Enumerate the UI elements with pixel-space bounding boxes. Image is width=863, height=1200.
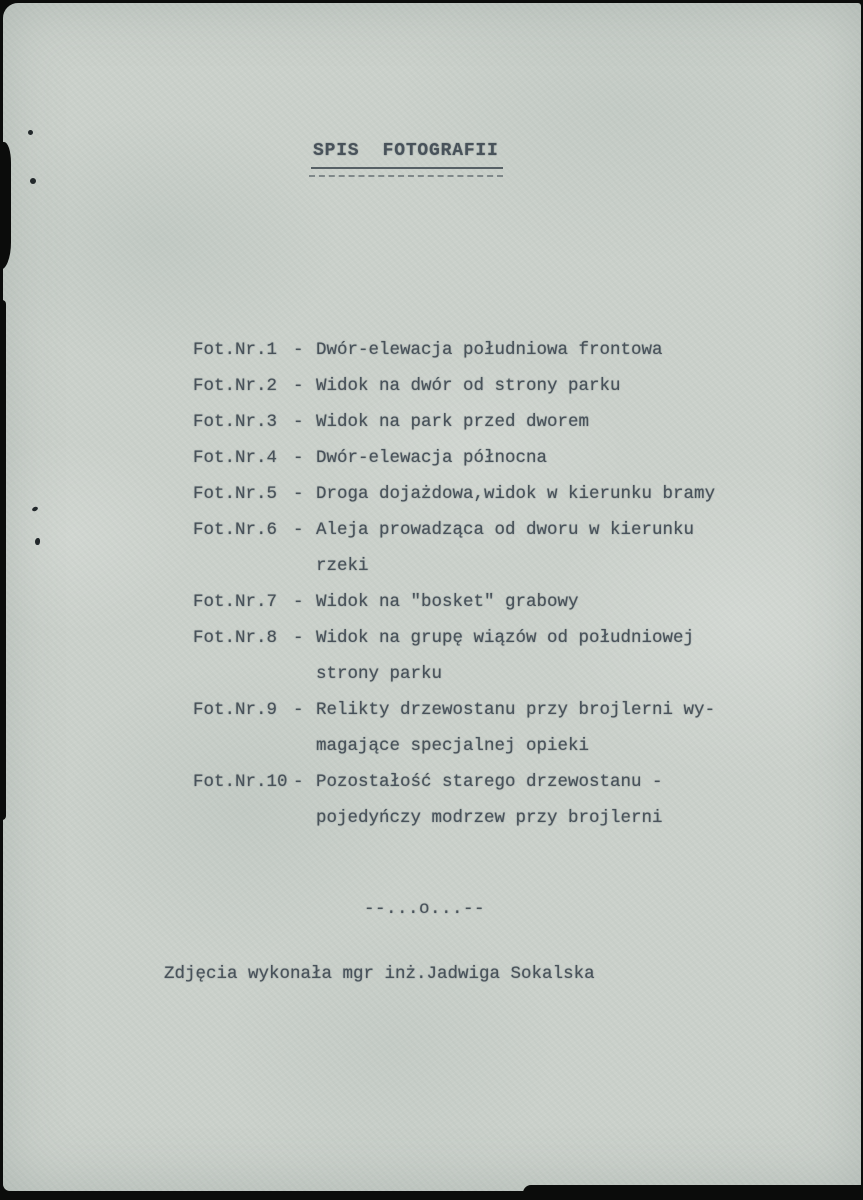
entry-desc-line: Pozostałość starego drzewostanu - <box>316 772 663 792</box>
photo-list-entry <box>193 440 753 476</box>
photo-list <box>193 332 753 836</box>
entry-desc-line: Droga dojażdowa,widok w kierunku bramy <box>316 484 716 504</box>
ink-speck <box>35 538 40 545</box>
scanned-page <box>3 3 861 1191</box>
entry-dash: - <box>293 340 304 360</box>
entry-label: Fot.Nr.10 <box>193 772 288 792</box>
photo-list-entry <box>193 584 753 620</box>
entry-label: Fot.Nr.7 <box>193 592 278 612</box>
scan-edge-left-blob <box>0 142 11 270</box>
entry-desc-line: Widok na grupę wiązów od południowej <box>316 628 695 648</box>
entry-dash: - <box>293 448 304 468</box>
photo-list-entry <box>193 476 753 512</box>
entry-desc <box>316 620 753 692</box>
entry-label: Fot.Nr.3 <box>193 412 278 432</box>
entry-dash: - <box>293 700 304 720</box>
photo-list-entry <box>193 764 753 836</box>
entry-dash: - <box>293 628 304 648</box>
photo-list-entry <box>193 692 753 764</box>
entry-label: Fot.Nr.8 <box>193 628 278 648</box>
ink-speck <box>30 178 36 184</box>
entry-label: Fot.Nr.9 <box>193 700 278 720</box>
entry-desc-line: Widok na dwór od strony parku <box>316 376 621 396</box>
photo-list-entry <box>193 620 753 692</box>
photo-list-entry <box>193 404 753 440</box>
entry-desc-line: Dwór-elewacja południowa frontowa <box>316 340 663 360</box>
ink-speck <box>28 130 33 135</box>
entry-dash: - <box>293 592 304 612</box>
entry-dash: - <box>293 484 304 504</box>
scan-edge-bottom-right <box>523 1185 863 1200</box>
entry-desc-line: Dwór-elewacja północna <box>316 448 548 468</box>
entry-desc-line: Widok na "bosket" grabowy <box>316 592 579 612</box>
entry-desc <box>316 332 753 368</box>
entry-desc <box>316 404 753 440</box>
entry-desc <box>316 692 753 764</box>
entry-desc-line: rzeki <box>316 556 369 576</box>
entry-label: Fot.Nr.1 <box>193 340 278 360</box>
photo-list-entry <box>193 512 753 584</box>
entry-dash: - <box>293 412 304 432</box>
entry-desc-line: Aleja prowadząca od dworu w kierunku <box>316 520 695 540</box>
entry-desc-line: magające specjalnej opieki <box>316 736 590 756</box>
entry-desc <box>316 584 753 620</box>
entry-dash: - <box>293 772 304 792</box>
title-underline <box>309 175 503 177</box>
entry-desc <box>316 512 753 584</box>
entry-desc <box>316 440 753 476</box>
entry-label: Fot.Nr.4 <box>193 448 278 468</box>
photo-list-entry <box>193 332 753 368</box>
photographer-credit: Zdjęcia wykonała mgr inż.Jadwiga Sokalska <box>164 964 595 984</box>
entry-dash: - <box>293 520 304 540</box>
photo-list-entry <box>193 368 753 404</box>
entry-desc <box>316 368 753 404</box>
page-title: SPIS FOTOGRAFII <box>311 141 503 169</box>
section-divider: --...o...-- <box>364 899 486 919</box>
entry-desc-line: Widok na park przed dworem <box>316 412 590 432</box>
entry-label: Fot.Nr.5 <box>193 484 278 504</box>
entry-desc-line: pojedyńczy modrzew przy brojlerni <box>316 808 663 828</box>
entry-desc <box>316 764 753 836</box>
entry-desc-line: Relikty drzewostanu przy brojlerni wy- <box>316 700 716 720</box>
scan-edge-left-strip <box>0 300 6 820</box>
entry-label: Fot.Nr.6 <box>193 520 278 540</box>
entry-desc <box>316 476 753 512</box>
entry-dash: - <box>293 376 304 396</box>
entry-label: Fot.Nr.2 <box>193 376 278 396</box>
entry-desc-line: strony parku <box>316 664 443 684</box>
